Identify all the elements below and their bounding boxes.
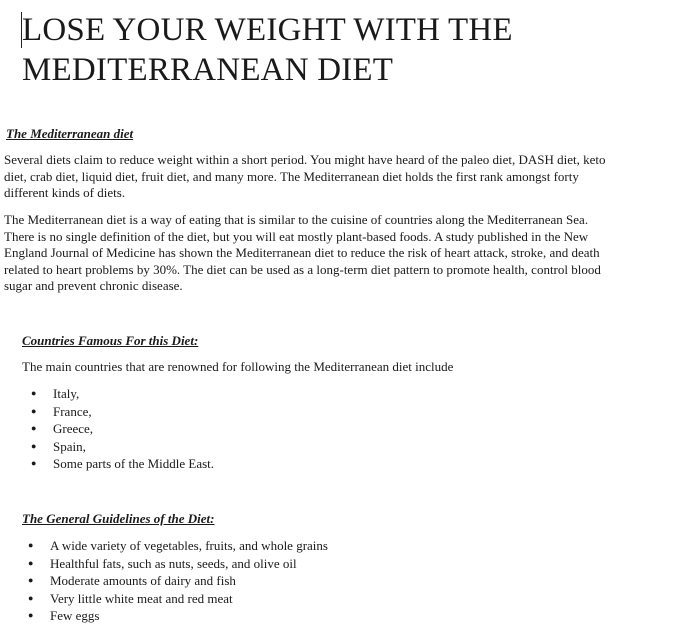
- countries-intro[interactable]: The main countries that are renowned for following the Mediterranean diet include: [22, 359, 454, 374]
- bullet-icon: ●: [28, 610, 34, 620]
- list-item-text: Italy,: [53, 386, 80, 401]
- list-item[interactable]: [0, 455, 600, 473]
- document-title[interactable]: LOSE YOUR WEIGHT WITH THE MEDITERRANEAN DIET: [22, 12, 513, 88]
- section-heading-guidelines[interactable]: The General Guidelines of the Diet:: [22, 511, 215, 526]
- list-item[interactable]: [0, 590, 600, 608]
- list-item[interactable]: [0, 607, 600, 625]
- guidelines-list: [0, 537, 600, 625]
- section-heading-mediterranean-diet[interactable]: The Mediterranean diet: [6, 126, 134, 141]
- list-item-text: Spain,: [53, 438, 86, 454]
- list-item-text: Very little white meat and red meat: [50, 590, 233, 606]
- list-item-text: Moderate amounts of dairy and fish: [50, 573, 236, 588]
- list-item[interactable]: [0, 403, 600, 421]
- list-item-text: France,: [53, 403, 92, 419]
- bullet-icon: ●: [31, 440, 37, 451]
- section-heading-countries[interactable]: Countries Famous For this Diet:: [22, 333, 199, 348]
- paragraph-intro[interactable]: Several diets claim to reduce weight within a short period. You might have heard of the paleo diet, DASH diet, keto diet, crab diet, liquid diet, fruit diet, and many more. The Mediterranean diet holds the first rank amongst forty different kinds of diets.: [4, 152, 606, 200]
- bullet-icon: ●: [28, 592, 34, 603]
- list-item-text: A wide variety of vegetables, fruits, and whole grains: [50, 538, 328, 553]
- list-item[interactable]: [0, 385, 600, 403]
- list-item[interactable]: [0, 420, 600, 438]
- list-item[interactable]: [0, 572, 600, 590]
- list-item-text: Some parts of the Middle East.: [53, 456, 215, 471]
- list-item[interactable]: [0, 537, 600, 555]
- list-item-text: Healthful fats, such as nuts, seeds, and olive oil: [50, 555, 297, 571]
- list-item-text: Greece,: [53, 421, 94, 436]
- bullet-icon: ●: [28, 557, 34, 568]
- paragraph-description[interactable]: The Mediterranean diet is a way of eating that is similar to the cuisine of countries along the Mediterranean Sea. There is no single definition of the diet, but you will eat mostly plant-based foods. A study published in the New England Journal of Medicine has shown the Mediterranean diet to reduce the risk of heart attack, stroke, and death related to heart problems by 30%. The diet can be used as a long-term diet pattern to promote health, control blood sugar and prevent chronic disease.: [4, 212, 601, 293]
- list-item[interactable]: [0, 438, 600, 456]
- bullet-icon: ●: [28, 575, 34, 585]
- bullet-icon: ●: [28, 540, 34, 550]
- bullet-icon: ●: [31, 458, 37, 468]
- countries-list: [0, 385, 600, 473]
- list-item-text: Few eggs: [50, 608, 100, 623]
- bullet-icon: ●: [31, 388, 37, 398]
- bullet-icon: ●: [31, 405, 37, 416]
- bullet-icon: ●: [31, 423, 37, 433]
- list-item[interactable]: [0, 555, 600, 573]
